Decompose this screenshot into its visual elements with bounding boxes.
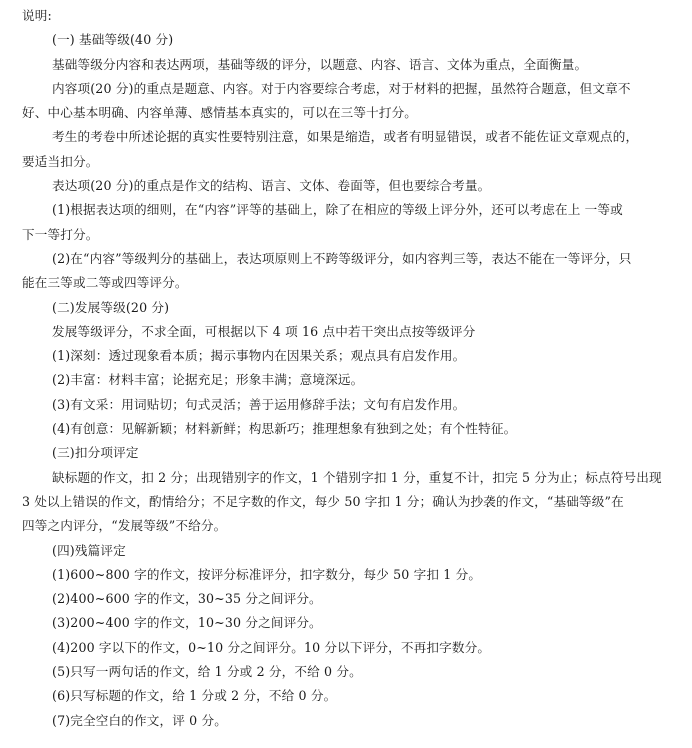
text-line: (1)深刻：透过现象看本质；揭示事物内在因果关系；观点具有启发作用。 — [52, 348, 466, 364]
text-line: (1)600~800 字的作文，按评分标准评分，扣字数分，每少 50 字扣 1 分。 — [52, 566, 482, 582]
text-line: (一) 基础等级(40 分) — [52, 32, 174, 48]
text-line: (3)200~400 字的作文，10~30 分之间评分。 — [52, 615, 322, 631]
text-line: 说明: — [22, 8, 52, 23]
text-line: (1)根据表达项的细则，在“内容”评等的基础上，除了在相应的等级上评分外，还可以考虑在上 一等或 — [52, 202, 623, 218]
text-line: (2)400~600 字的作文，30~35 分之间评分。 — [52, 591, 322, 607]
text-line: 内容项(20 分)的重点是题意、内容。对于内容要综合考虑，对于材料的把握，虽然符合题意，但文章不 — [52, 80, 631, 96]
text-line: (5)只写一两句话的作文，给 1 分或 2 分，不给 0 分。 — [52, 664, 362, 680]
text-line: 基础等级分内容和表达两项，基础等级的评分，以题意、内容、语言、文体为重点，全面衡量。 — [52, 56, 588, 72]
text-line: (2)在“内容”等级判分的基础上，表达项原则上不跨等级评分，如内容判三等，表达不能在一等评分，只 — [52, 250, 632, 266]
text-line: (三)扣分项评定 — [52, 445, 139, 461]
text-line: 考生的考卷中所述论据的真实性要特别注意，如果是缩造，或者有明显错误，或者不能佐证文章观点的， — [52, 129, 639, 145]
text-line: (6)只写标题的作文，给 1 分或 2 分，不给 0 分。 — [52, 688, 337, 704]
text-line: 四等之内评分，“发展等级”不给分。 — [22, 518, 227, 534]
text-line: 好、中心基本明确、内容单薄、感情基本真实的，可以在三等十打分。 — [22, 105, 418, 121]
text-line: 下一等打分。 — [22, 226, 99, 242]
text-line: 3 处以上错误的作文，酌情给分；不足字数的作文，每少 50 字扣 1 分；确认为抄袭的作文，“基础等级”在 — [22, 493, 624, 509]
text-line: 能在三等或二等或四等评分。 — [22, 275, 188, 291]
text-line: (2)丰富：材料丰富；论据充足；形象丰满；意境深远。 — [52, 372, 364, 388]
text-line: (二)发展等级(20 分) — [52, 299, 170, 315]
text-line: (四)残篇评定 — [52, 542, 126, 558]
text-line: (3)有文采：用词贴切；句式灵活；善于运用修辞手法；文句有启发作用。 — [52, 396, 466, 412]
text-line: (7)完全空白的作文，评 0 分。 — [52, 712, 227, 728]
text-line: 要适当扣分。 — [22, 153, 99, 169]
text-line: (4)有创意：见解新颖；材料新鲜；构思新巧；推理想象有独到之处；有个性特征。 — [52, 421, 517, 437]
text-line: 表达项(20 分)的重点是作文的结构、语言、文体、卷面等，但也要综合考量。 — [52, 178, 491, 194]
text-line: 缺标题的作文，扣 2 分；出现错别字的作文，1 个错别字扣 1 分，重复不计，扣完 5 分为止；标点符号出现 — [52, 469, 662, 485]
text-line: (4)200 字以下的作文，0~10 分之间评分。10 分以下评分，不再扣字数分。 — [52, 639, 491, 655]
text-line: 发展等级评分，不求全面，可根据以下 4 项 16 点中若干突出点按等级评分 — [52, 323, 476, 339]
